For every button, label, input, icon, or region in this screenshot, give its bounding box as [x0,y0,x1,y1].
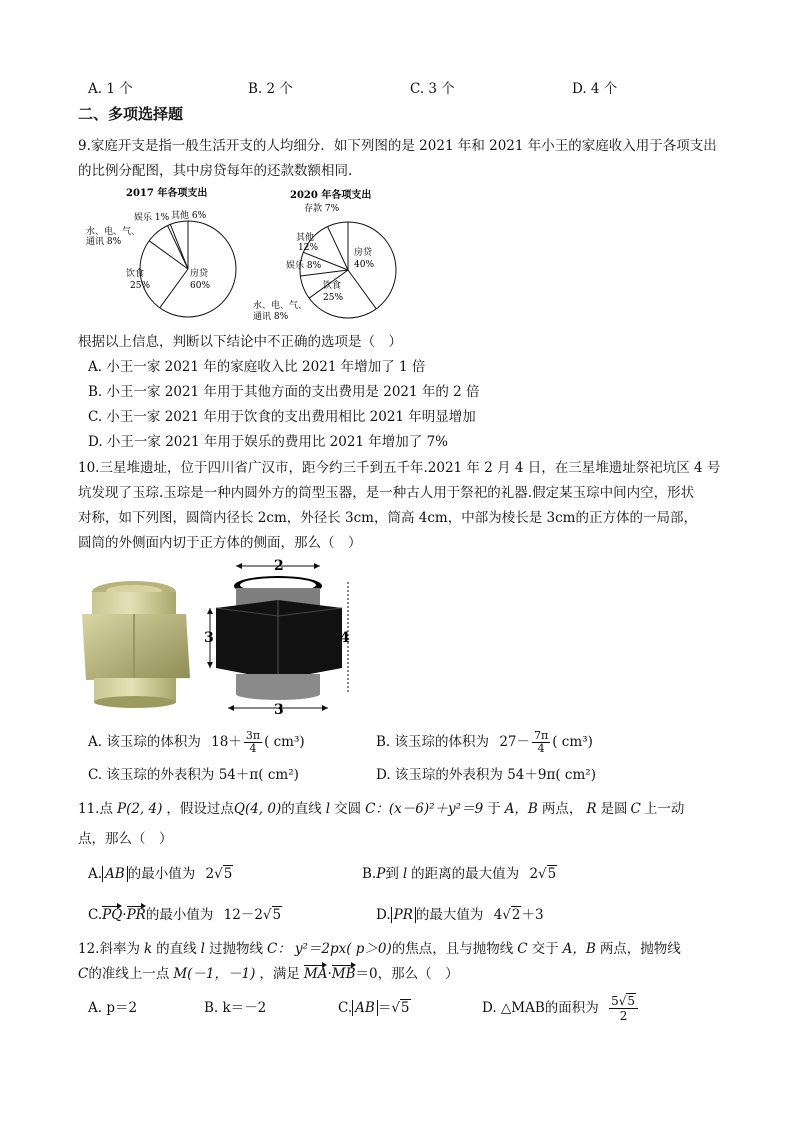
pie2-label-savings: 存款 7% [304,204,340,214]
q9-line1: 9.家庭开支是指一般生活开支的人均细分．如下列图的是 2021 年和 2021 年小王的家庭收入用于各项支出 [78,138,717,154]
dim-top: 2 [274,558,284,574]
dim-left: 3 [204,630,214,646]
pie2-label-other-pct: 12% [298,243,319,253]
pie1-label-mortgage-pct: 60% [190,281,211,291]
q12-line1: 12.斜率为 k 的直线 l 过抛物线 C： y²＝2px( p＞0)的焦点，且与抛物线 C 交于 A，B 两点，抛物线 [78,941,681,957]
q10-option-c: C. 该玉琮的外表积为 54＋π( cm²) [88,767,299,783]
q10-option-b: B. 该玉琮的体积为 27－ $\frac{7\pi}{4}$ ( cm³) [376,729,593,755]
pie2-title: 2020 年各项支出 [290,190,372,201]
top-option-a: A. 1 个 [88,81,133,97]
top-option-c: C. 3 个 [410,81,455,97]
pie1-label-entertain: 娱乐 1% [134,213,170,223]
q10-line4: 圆筒的外侧面内切于正方体的侧面，那么（ ） [78,535,362,551]
q11-option-a: A. AB 的最小值为 2√5 [88,866,233,882]
cong-diagram [206,556,356,718]
q11-option-d: D. PR 的最大值为 4√2＋3 [376,907,544,923]
pie2-label-mortgage-pct: 40% [354,260,375,270]
q10-line1: 10.三星堆遗址，位于四川省广汉市，距今约三千到五千年.2021 年 2 月 4 日，在三星堆遗址祭祀坑区 4 号 [78,460,721,476]
q10-line2: 坑发现了玉琮.玉琮是一种内圆外方的筒型玉器，是一种古人用于祭祀的礼器.假定某玉琮中间内空，形状 [78,485,695,501]
pie1-label-food: 饮食 [126,269,145,279]
top-option-d: D. 4 个 [572,81,618,97]
q11-line1: 11.点 P(2, 4) ，假设过点Q(4, 0)的直线 l 交圆 C：(x－6)²＋y²＝9 于 A，B 两点， R 是圆 C 上一动 [78,801,685,817]
q11-option-b: B.P到 l 的距离的最大值为 2√5 [362,866,557,882]
pie2-label-other: 其他 [296,233,315,243]
pie2-label-mortgage: 房贷 [354,248,373,258]
pie1-label-util1: 水、电、气、 [86,227,141,237]
q10-option-a: A. 该玉琮的体积为 18＋ $\frac{3\pi}{4}$ ( cm³) [88,729,305,755]
dim-bottom: 3 [274,702,284,718]
q9-question: 根据以上信息，判断以下结论中不正确的选项是（ ） [78,334,402,350]
q9-line2: 的比例分配图，其中房贷每年的还款数额相同. [78,163,353,179]
q12-option-c: C. AB ＝√5 [338,1000,410,1016]
q10-option-d: D. 该玉琮的外表积为 54＋9π( cm²) [376,767,596,783]
q12-option-b: B. k＝－2 [204,1000,267,1016]
pie1-label-other: 其他 6% [171,211,207,221]
section-title: 二、多项选择题 [78,105,184,123]
q9-option-a: A. 小王一家 2021 年的家庭收入比 2021 年增加了 1 倍 [88,359,426,375]
pie1-label-food-pct: 25% [130,281,151,291]
pie2-label-food-pct: 25% [323,293,344,303]
top-option-b: B. 2 个 [248,81,293,97]
pie1-title: 2017 年各项支出 [126,188,208,199]
q9-option-b: B. 小王一家 2021 年用于其他方面的支出费用是 2021 年的 2 倍 [88,384,480,400]
q12-option-d: D. △MAB的面积为 $\frac{5√5}{2}$ [482,994,640,1023]
q10-line3: 对称，如下列图，圆筒内径长 2cm，外径长 3cm，筒高 4cm，中部为棱长是 3cm的正方体的一局部， [78,510,697,526]
q9-option-c: C. 小王一家 2021 年用于饮食的支出费用相比 2021 年明显增加 [88,409,476,425]
q11-option-c: C.PQ·PR的最小值为 12－2√5 [88,907,282,923]
dim-right: 4 [340,630,350,646]
pie1-label-util2: 通讯 8% [86,237,122,247]
q12-line2: C的准线上一点 M(－1，－1) ，满足 MA·MB＝0，那么（ ） [78,966,459,982]
q12-option-a: A. p＝2 [88,1000,138,1016]
pie-charts [78,184,408,326]
pie2-label-entertain: 娱乐 8% [286,261,322,271]
pie2-label-food: 饮食 [323,281,342,291]
pie-2017 [140,221,236,317]
q11-line2: 点，那么（ ） [78,831,173,847]
pie2-label-util1: 水、电、气、 [253,301,308,311]
pie2-label-util2: 通讯 8% [253,312,289,322]
q9-option-d: D. 小王一家 2021 年用于娱乐的费用比 2021 年增加了 7% [88,434,449,450]
jade-cong-photo [78,578,198,710]
pie1-label-mortgage: 房贷 [190,269,209,279]
